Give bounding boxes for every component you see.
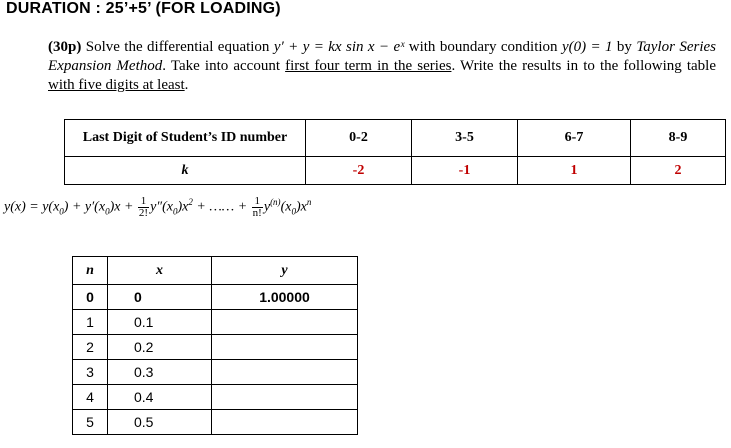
id-column-2: 6-7 (518, 120, 631, 157)
table-row (73, 335, 358, 360)
header-n: n (73, 257, 108, 285)
cell-y[interactable] (212, 385, 358, 410)
k-value-2: 1 (518, 157, 631, 185)
problem-text-5: . Write the results in to the following table (451, 58, 716, 74)
method-name: Taylor Series Expansion Method (48, 39, 716, 74)
table-row (73, 360, 358, 385)
cell-y[interactable] (212, 335, 358, 360)
header-x: x (108, 257, 212, 285)
problem-text-3: by (612, 39, 637, 55)
cell-x: 0 (108, 285, 212, 310)
taylor-series-formula: $y(x) = y(x_0) + y'(x_0)x$ + $\frac{1}{2!}$ $y''(x_0)x^2$ + …… + $\frac{1}{n!}$ $y^{(n)}(x_0)x^n$ (4, 195, 312, 219)
problem-text-6: . (184, 77, 189, 93)
table-row (73, 410, 358, 435)
table-row (73, 310, 358, 335)
fraction-one-over-2-factorial: $\frac{1}{2!}$ (138, 195, 149, 219)
k-value-3: 2 (631, 157, 726, 185)
cell-x: 0.2 (108, 335, 212, 360)
cell-y[interactable]: 1.00000 (212, 285, 358, 310)
cell-n: 1 (73, 310, 108, 335)
cell-x: 0.4 (108, 385, 212, 410)
boundary-condition: y(0) = 1 (561, 39, 613, 55)
fraction-one-over-n-factorial: $\frac{1}{n!}$ (252, 195, 262, 219)
cell-n: 3 (73, 360, 108, 385)
results-header-row (73, 257, 358, 285)
differential-equation: y′ + y = kx sin x − eˣ (273, 39, 405, 55)
underlined-terms-note: first four term in the series (285, 58, 452, 74)
cell-n: 5 (73, 410, 108, 435)
cell-n: 4 (73, 385, 108, 410)
table-row (73, 285, 358, 310)
cell-y[interactable] (212, 310, 358, 335)
points-label: (30p) (48, 39, 82, 55)
results-table (72, 256, 358, 435)
id-column-1: 3-5 (412, 120, 518, 157)
student-id-table (64, 119, 726, 185)
cell-n: 2 (73, 335, 108, 360)
problem-text-2: with boundary condition (404, 39, 562, 55)
cell-x: 0.1 (108, 310, 212, 335)
k-value-1: -1 (412, 157, 518, 185)
cell-y[interactable] (212, 360, 358, 385)
page-title: DURATION : 25’+5’ (FOR LOADING) (6, 0, 281, 17)
id-header-cell: Last Digit of Student’s ID number (65, 120, 306, 157)
underlined-digits-note: with five digits at least (48, 77, 185, 93)
problem-text-1: Solve the differential equation (81, 39, 274, 55)
k-value-0: -2 (306, 157, 412, 185)
cell-y[interactable] (212, 410, 358, 435)
header-y: y (212, 257, 358, 285)
cell-x: 0.3 (108, 360, 212, 385)
cell-x: 0.5 (108, 410, 212, 435)
cell-n: 0 (73, 285, 108, 310)
k-label-cell: k (65, 157, 306, 185)
problem-text-4: . Take into account (162, 58, 286, 74)
id-column-3: 8-9 (631, 120, 726, 157)
problem-statement (48, 38, 716, 95)
id-column-0: 0-2 (306, 120, 412, 157)
table-row (73, 385, 358, 410)
